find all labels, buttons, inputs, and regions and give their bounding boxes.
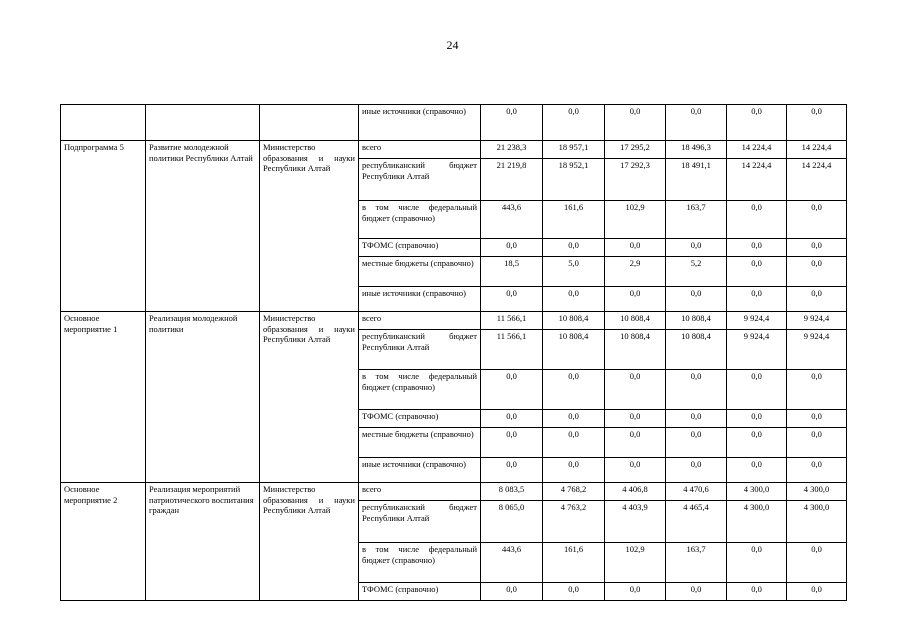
value-cell: 0,0	[543, 428, 605, 458]
value-cell: 4 406,8	[605, 483, 666, 501]
value-cell: 10 808,4	[605, 312, 666, 330]
value-cell: 0,0	[727, 583, 787, 601]
value-cell: 0,0	[666, 370, 727, 410]
value-cell: 0,0	[787, 287, 847, 312]
value-cell: 0,0	[787, 257, 847, 287]
value-cell: 17 295,2	[605, 141, 666, 159]
value-cell: 161,6	[543, 543, 605, 583]
value-cell: 0,0	[727, 257, 787, 287]
value-cell: 0,0	[787, 105, 847, 141]
value-cell: 10 808,4	[543, 312, 605, 330]
value-cell: 4 465,4	[666, 501, 727, 543]
value-cell: 4 403,9	[605, 501, 666, 543]
value-cell: 0,0	[727, 543, 787, 583]
value-cell: 14 224,4	[727, 159, 787, 201]
value-cell: 0,0	[666, 583, 727, 601]
value-cell: 0,0	[666, 428, 727, 458]
value-cell: 0,0	[481, 239, 543, 257]
value-cell: 9 924,4	[727, 312, 787, 330]
value-cell: 0,0	[543, 410, 605, 428]
value-cell: 0,0	[543, 287, 605, 312]
value-cell: 11 566,1	[481, 312, 543, 330]
value-cell: 18 957,1	[543, 141, 605, 159]
value-cell: 4 300,0	[787, 501, 847, 543]
source-cell: ТФОМС (справочно)	[359, 239, 481, 257]
value-cell: 0,0	[666, 410, 727, 428]
value-cell: 163,7	[666, 201, 727, 239]
source-cell: республиканский бюджет Республики Алтай	[359, 330, 481, 370]
value-cell: 9 924,4	[787, 330, 847, 370]
source-cell: всего	[359, 141, 481, 159]
value-cell: 4 300,0	[727, 483, 787, 501]
value-cell: 0,0	[543, 105, 605, 141]
value-cell: 4 300,0	[787, 483, 847, 501]
value-cell: 14 224,4	[727, 141, 787, 159]
value-cell: 21 238,3	[481, 141, 543, 159]
name-cell: Развитие молодежной политики Республики Алтай	[146, 141, 260, 312]
value-cell: 0,0	[787, 428, 847, 458]
value-cell: 14 224,4	[787, 141, 847, 159]
value-cell: 4 470,6	[666, 483, 727, 501]
value-cell: 2,9	[605, 257, 666, 287]
value-cell: 0,0	[787, 239, 847, 257]
table-row	[61, 483, 847, 501]
value-cell: 0,0	[727, 428, 787, 458]
page-number: 24	[446, 38, 459, 52]
program-cell: Основное мероприятие 2	[61, 483, 146, 601]
value-cell: 102,9	[605, 201, 666, 239]
value-cell: 18 952,1	[543, 159, 605, 201]
value-cell: 0,0	[727, 239, 787, 257]
value-cell: 0,0	[605, 287, 666, 312]
budget-table	[60, 104, 847, 601]
value-cell: 4 300,0	[727, 501, 787, 543]
value-cell: 0,0	[727, 410, 787, 428]
value-cell: 0,0	[787, 201, 847, 239]
source-cell: в том числе федеральный бюджет (справочно)	[359, 543, 481, 583]
value-cell: 0,0	[787, 370, 847, 410]
value-cell: 0,0	[481, 458, 543, 483]
source-cell: местные бюджеты (справочно)	[359, 428, 481, 458]
value-cell: 14 224,4	[787, 159, 847, 201]
value-cell: 0,0	[605, 410, 666, 428]
table-row	[61, 105, 847, 141]
value-cell: 0,0	[543, 583, 605, 601]
source-cell: в том числе федеральный бюджет (справочно)	[359, 201, 481, 239]
value-cell: 0,0	[666, 239, 727, 257]
value-cell: 0,0	[605, 458, 666, 483]
executor-cell	[260, 105, 359, 141]
value-cell: 0,0	[605, 370, 666, 410]
name-cell: Реализация мероприятий патриотического воспитания граждан	[146, 483, 260, 601]
value-cell: 0,0	[543, 458, 605, 483]
value-cell: 0,0	[787, 583, 847, 601]
executor-cell: Министерство образования и науки Республики Алтай	[260, 141, 359, 312]
value-cell: 4 768,2	[543, 483, 605, 501]
value-cell: 8 083,5	[481, 483, 543, 501]
value-cell: 10 808,4	[666, 330, 727, 370]
source-cell: ТФОМС (справочно)	[359, 410, 481, 428]
value-cell: 0,0	[481, 583, 543, 601]
value-cell: 10 808,4	[605, 330, 666, 370]
value-cell: 18 496,3	[666, 141, 727, 159]
value-cell: 443,6	[481, 543, 543, 583]
value-cell: 0,0	[787, 458, 847, 483]
value-cell: 18 491,1	[666, 159, 727, 201]
value-cell: 443,6	[481, 201, 543, 239]
value-cell: 0,0	[727, 201, 787, 239]
name-cell: Реализация молодежной политики	[146, 312, 260, 483]
value-cell: 17 292,3	[605, 159, 666, 201]
executor-cell: Министерство образования и науки Республики Алтай	[260, 312, 359, 483]
program-cell: Подпрограмма 5	[61, 141, 146, 312]
value-cell: 0,0	[666, 458, 727, 483]
value-cell: 0,0	[605, 239, 666, 257]
value-cell: 0,0	[481, 428, 543, 458]
value-cell: 163,7	[666, 543, 727, 583]
table-body	[61, 105, 847, 601]
value-cell: 18,5	[481, 257, 543, 287]
value-cell: 0,0	[666, 105, 727, 141]
value-cell: 0,0	[605, 105, 666, 141]
value-cell: 0,0	[605, 583, 666, 601]
value-cell: 0,0	[727, 458, 787, 483]
value-cell: 0,0	[666, 287, 727, 312]
value-cell: 0,0	[481, 410, 543, 428]
value-cell: 11 566,1	[481, 330, 543, 370]
value-cell: 8 065,0	[481, 501, 543, 543]
value-cell: 102,9	[605, 543, 666, 583]
source-cell: иные источники (справочно)	[359, 105, 481, 141]
value-cell: 161,6	[543, 201, 605, 239]
source-cell: республиканский бюджет Республики Алтай	[359, 159, 481, 201]
executor-cell: Министерство образования и науки Республики Алтай	[260, 483, 359, 601]
source-cell: всего	[359, 312, 481, 330]
value-cell: 0,0	[727, 370, 787, 410]
name-cell	[146, 105, 260, 141]
value-cell: 10 808,4	[543, 330, 605, 370]
value-cell: 0,0	[727, 287, 787, 312]
value-cell: 5,2	[666, 257, 727, 287]
table-row	[61, 141, 847, 159]
value-cell: 0,0	[543, 239, 605, 257]
source-cell: всего	[359, 483, 481, 501]
value-cell: 4 763,2	[543, 501, 605, 543]
value-cell: 0,0	[605, 428, 666, 458]
value-cell: 9 924,4	[787, 312, 847, 330]
value-cell: 0,0	[543, 370, 605, 410]
source-cell: республиканский бюджет Республики Алтай	[359, 501, 481, 543]
program-cell	[61, 105, 146, 141]
source-cell: ТФОМС (справочно)	[359, 583, 481, 601]
program-cell: Основное мероприятие 1	[61, 312, 146, 483]
source-cell: иные источники (справочно)	[359, 287, 481, 312]
source-cell: местные бюджеты (справочно)	[359, 257, 481, 287]
value-cell: 9 924,4	[727, 330, 787, 370]
value-cell: 5,0	[543, 257, 605, 287]
value-cell: 21 219,8	[481, 159, 543, 201]
value-cell: 0,0	[787, 410, 847, 428]
value-cell: 0,0	[481, 370, 543, 410]
source-cell: в том числе федеральный бюджет (справочно)	[359, 370, 481, 410]
value-cell: 10 808,4	[666, 312, 727, 330]
value-cell: 0,0	[481, 105, 543, 141]
source-cell: иные источники (справочно)	[359, 458, 481, 483]
table-row	[61, 312, 847, 330]
value-cell: 0,0	[727, 105, 787, 141]
value-cell: 0,0	[787, 543, 847, 583]
value-cell: 0,0	[481, 287, 543, 312]
